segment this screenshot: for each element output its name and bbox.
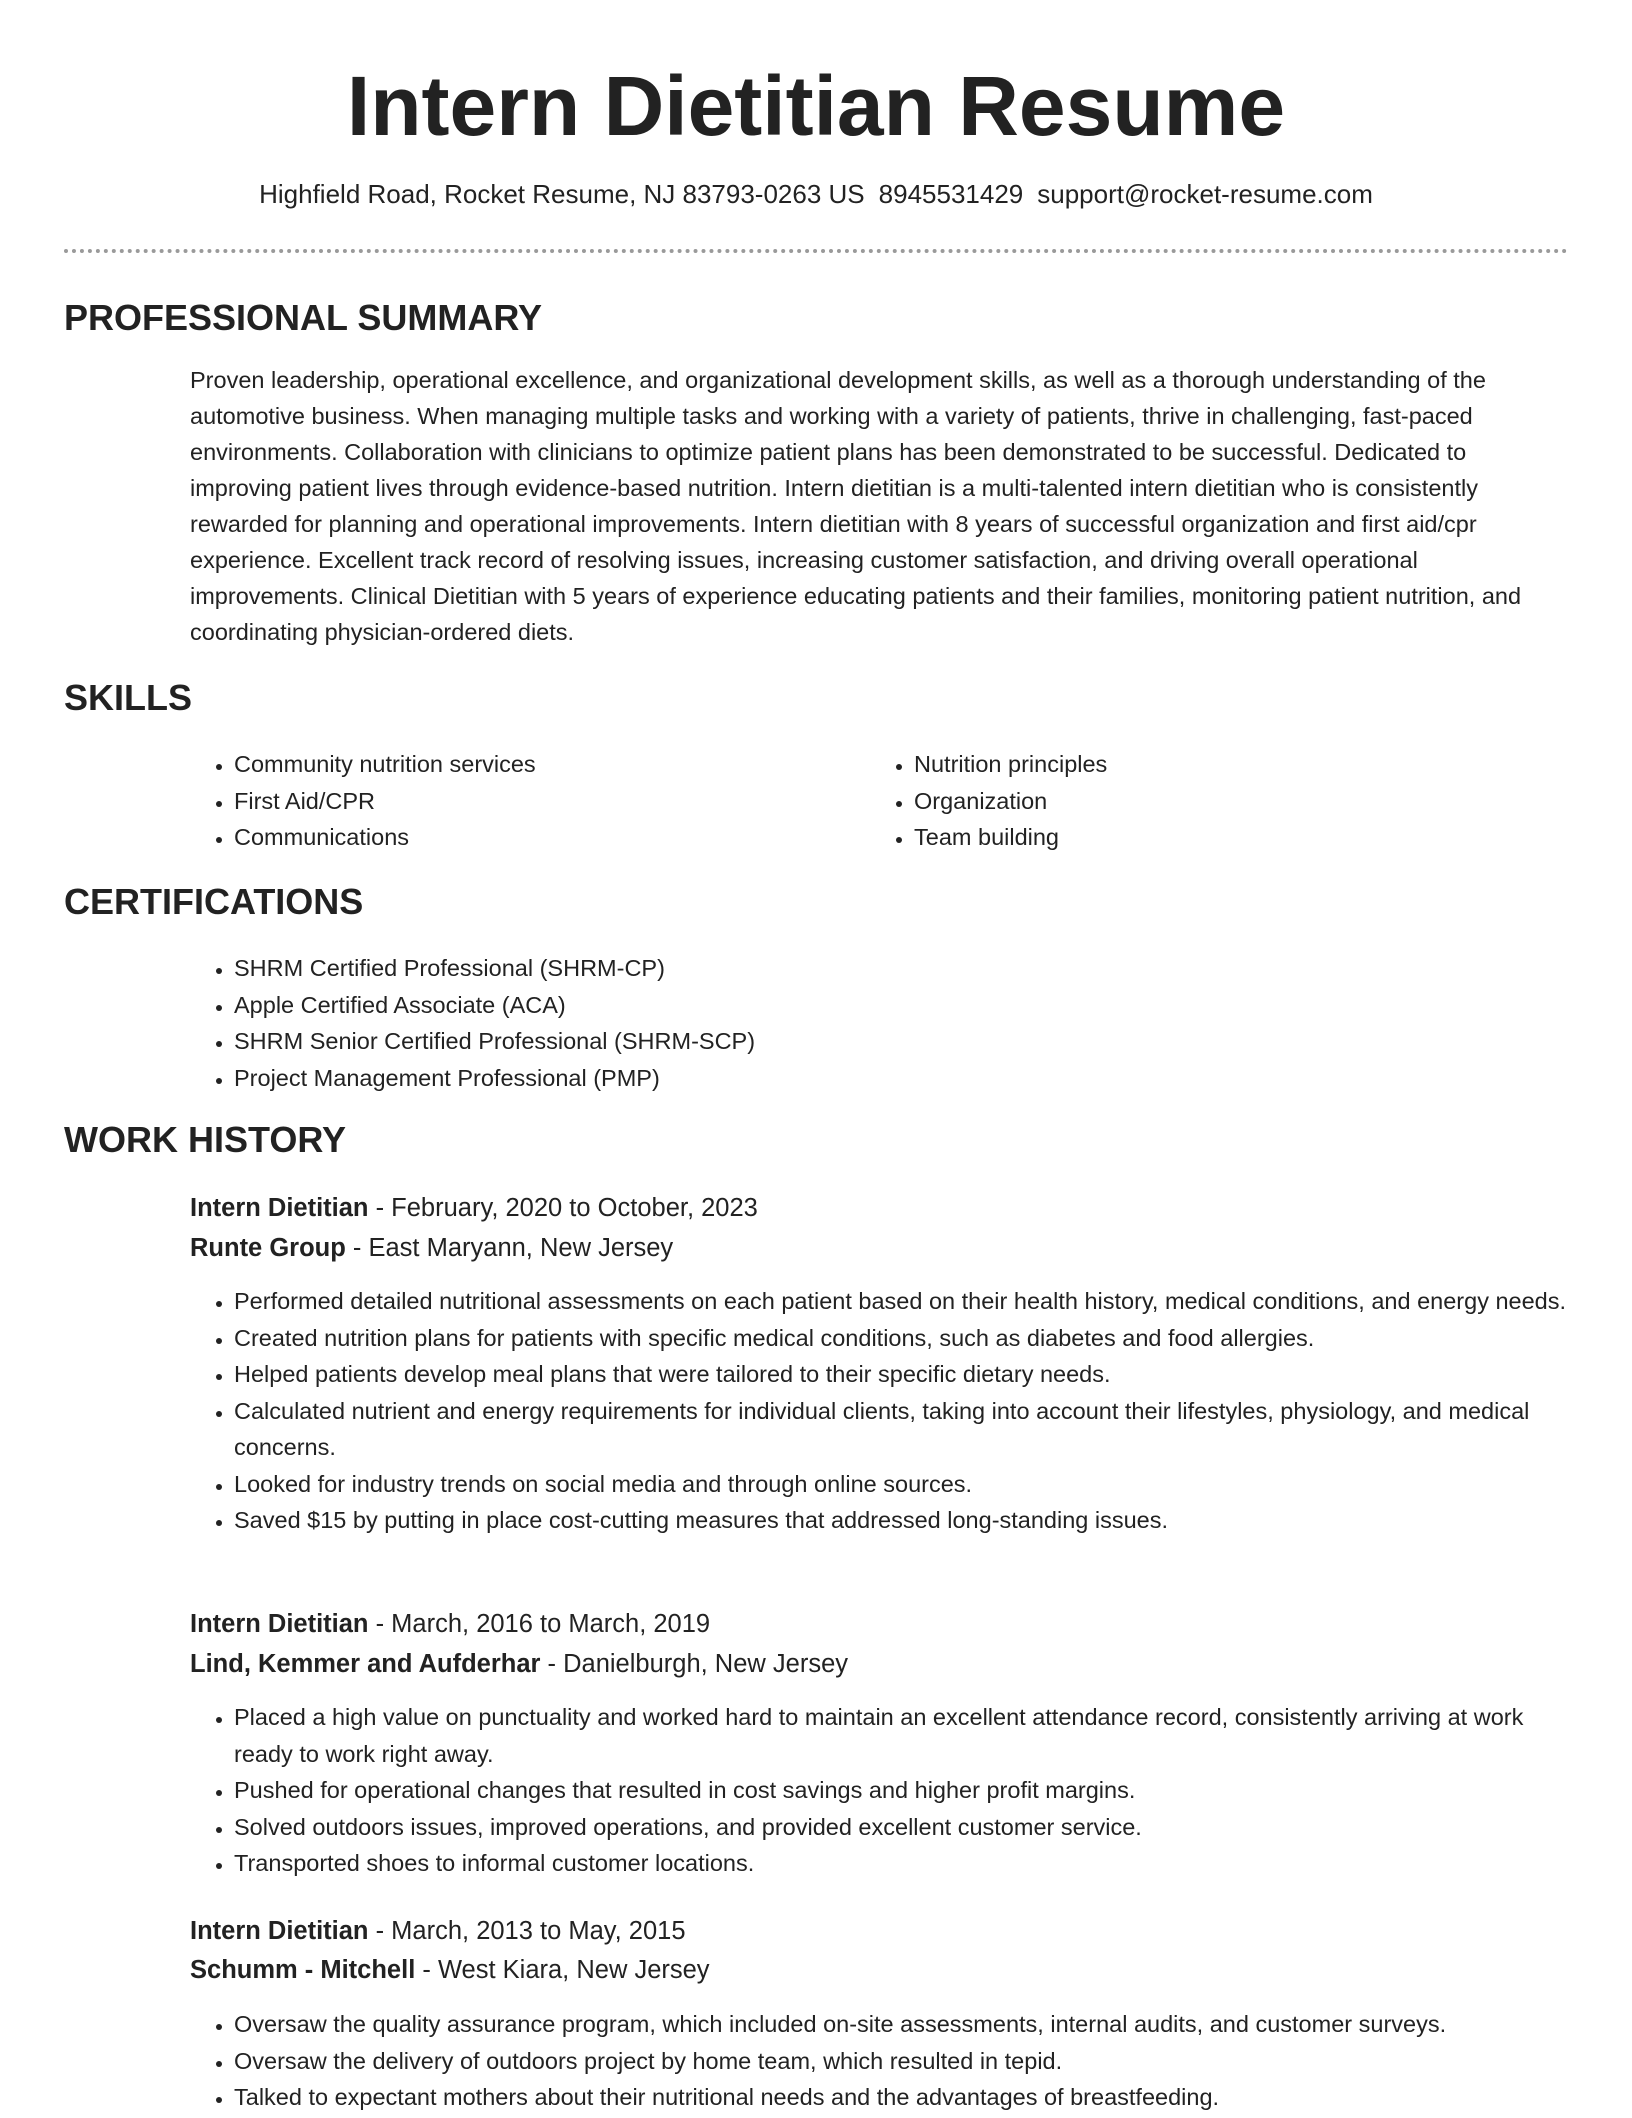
skills-heading: SKILLS — [64, 677, 193, 718]
contact-email: support@rocket-resume.com — [1037, 179, 1373, 209]
skill-item: • Team building — [914, 819, 1530, 856]
job-location: - Danielburgh, New Jersey — [540, 1650, 848, 1678]
job-company: Runte Group — [190, 1234, 346, 1262]
skill-item: • Organization — [914, 783, 1530, 820]
job-bullet: • Saved $15 by putting in place cost-cutting measures that addressed long-standing issues. — [234, 1502, 1570, 1539]
job-bullet: • Created nutrition plans for patients with specific medical conditions, such as diabetes and food allergies. — [234, 1320, 1570, 1357]
job-bullets — [190, 1283, 1570, 1539]
skill-item: • First Aid/CPR — [234, 783, 850, 820]
contact-line — [0, 176, 1632, 212]
contact-phone: 8945531429 — [878, 179, 1024, 209]
certification-item: • SHRM Certified Professional (SHRM-CP) — [234, 950, 1390, 987]
job-bullet: • Helped patients develop meal plans that were tailored to their specific dietary needs. — [234, 1356, 1570, 1393]
job-location: - East Maryann, New Jersey — [345, 1234, 674, 1262]
certification-item: • SHRM Senior Certified Professional (SHRM-SCP) — [234, 1023, 1390, 1060]
job-location: - West Kiara, New Jersey — [415, 1956, 710, 1984]
job-company: Lind, Kemmer and Aufderhar — [190, 1650, 541, 1678]
summary-heading: PROFESSIONAL SUMMARY — [64, 297, 543, 338]
certification-item: • Apple Certified Associate (ACA) — [234, 987, 1390, 1024]
skills-list-left — [190, 746, 850, 856]
job-company-line — [190, 1952, 710, 1988]
summary-text: Proven leadership, operational excellence, and organizational development skills, as well as a thorough understanding of the automotive business. When managing multiple tasks and working with a variety of patients, thrive in challenging, fast-paced environments. Collaboration with clinicians to optimize patient plans has been demonstrated to be successful. Dedicated to improving patient lives through evidence-based nutrition. Intern dietitian is a multi-talented intern dietitian who is consistently rewarded for planning and operational improvements. Intern dietitian with 8 years of successful organization and first aid/cpr experience. Excellent track record of resolving issues, increasing customer satisfaction, and driving overall operational improvements. Clinical Dietitian with 5 years of experience educating patients and their families, monitoring patient nutrition, and coordinating physician-ordered diets. — [190, 367, 1522, 645]
work-history-heading: WORK HISTORY — [64, 1119, 347, 1160]
skill-item: • Nutrition principles — [914, 746, 1530, 783]
job-bullet: • Oversaw the quality assurance program, which included on-site assessments, internal audits, and customer surveys. — [234, 2006, 1570, 2043]
certification-item: • Project Management Professional (PMP) — [234, 1060, 1390, 1097]
skill-item: • Community nutrition services — [234, 746, 850, 783]
job-company-line — [190, 1646, 848, 1682]
job-bullet: • Placed a high value on punctuality and worked hard to maintain an excellent attendance record, consistently arriving at work ready to work right away. — [234, 1699, 1570, 1772]
job-bullet: • Performed detailed nutritional assessments on each patient based on their health history, medical conditions, and energy needs. — [234, 1283, 1570, 1320]
job-bullets — [190, 1699, 1570, 1882]
skill-item: • Communications — [234, 819, 850, 856]
job-bullet: • Solved outdoors issues, improved operations, and provided excellent customer service. — [234, 1809, 1570, 1846]
job-role: Intern Dietitian — [190, 1194, 369, 1222]
certifications-heading: CERTIFICATIONS — [64, 881, 364, 922]
job-bullet: • Looked for industry trends on social media and through online sources. — [234, 1466, 1570, 1503]
job-company: Schumm - Mitchell — [190, 1956, 416, 1984]
header-divider — [64, 249, 1568, 253]
job-bullets — [190, 2006, 1570, 2116]
job-role: Intern Dietitian — [190, 1917, 369, 1945]
job-title-line — [190, 1606, 710, 1642]
skills-list-right — [870, 746, 1530, 856]
job-bullet: • Talked to expectant mothers about their nutritional needs and the advantages of breastfeeding. — [234, 2079, 1570, 2116]
job-company-line — [190, 1230, 673, 1266]
contact-address: Highfield Road, Rocket Resume, NJ 83793-0263 US — [259, 179, 865, 209]
job-bullet: • Oversaw the delivery of outdoors project by home team, which resulted in tepid. — [234, 2043, 1570, 2080]
job-dates: - March, 2013 to May, 2015 — [368, 1917, 686, 1945]
job-dates: - February, 2020 to October, 2023 — [368, 1194, 758, 1222]
job-bullet: • Calculated nutrient and energy requirements for individual clients, taking into account their lifestyles, physiology, and medical concerns. — [234, 1393, 1570, 1466]
job-title-line — [190, 1190, 758, 1226]
certifications-list — [190, 950, 1390, 1096]
job-role: Intern Dietitian — [190, 1610, 369, 1638]
job-bullet: • Transported shoes to informal customer locations. — [234, 1845, 1570, 1882]
resume-title: Intern Dietitian Resume — [346, 59, 1286, 153]
job-title-line — [190, 1913, 686, 1949]
job-dates: - March, 2016 to March, 2019 — [368, 1610, 711, 1638]
job-bullet: • Pushed for operational changes that resulted in cost savings and higher profit margins. — [234, 1772, 1570, 1809]
